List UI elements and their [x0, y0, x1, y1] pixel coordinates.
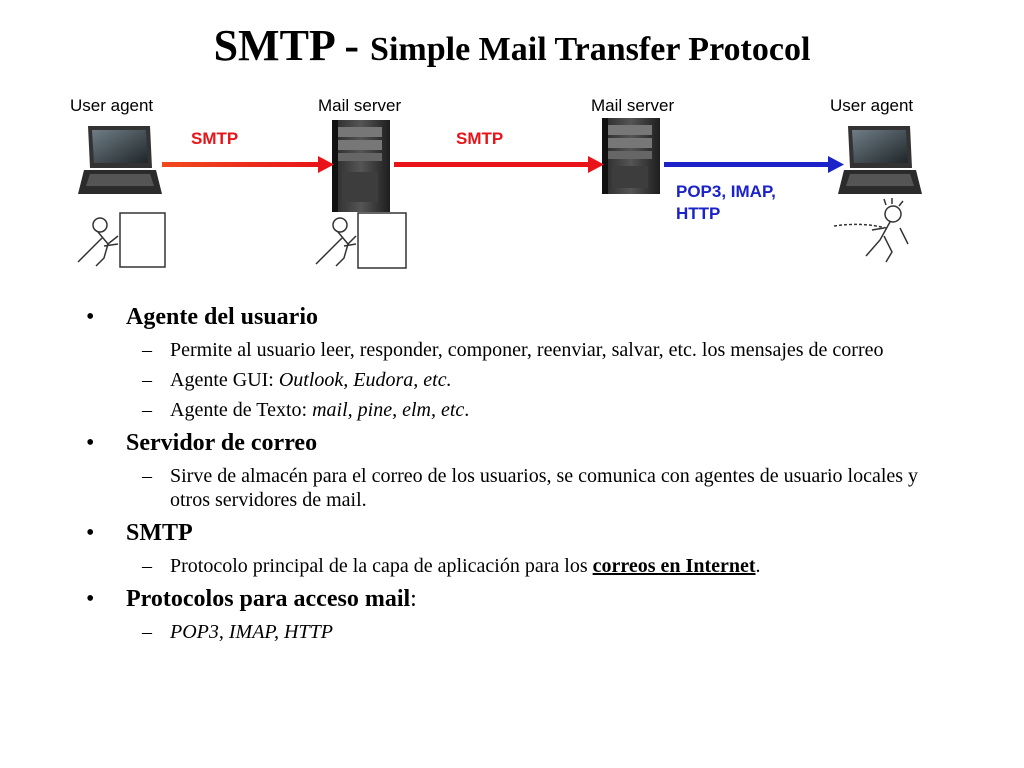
sub-bullet-italic: mail, pine, elm, etc: [312, 399, 465, 421]
node-label-mail-server-left: Mail server: [318, 96, 402, 115]
node-label-user-agent-right: User agent: [830, 96, 914, 115]
link-label-smtp-2: SMTP: [456, 129, 504, 148]
bullet-item: [86, 302, 946, 332]
link-label-smtp-1: SMTP: [191, 129, 239, 148]
arrow-smtp-1: [162, 156, 334, 173]
laptop-icon: [838, 126, 922, 194]
arrow-pop3-imap-http: [664, 156, 844, 173]
pushing-figure-icon: [316, 213, 406, 268]
bullet-item: [86, 428, 946, 458]
arrow-smtp-2: [394, 156, 604, 173]
sub-bullet-italic: Outlook, Eudora, etc.: [278, 369, 452, 391]
link-label-line-2: HTTP: [676, 204, 721, 223]
sub-bullet-item: [86, 554, 946, 578]
bullet-text: SMTP: [126, 520, 193, 546]
sub-bullet-prefix: Protocolo principal de la capa de aplicación para los: [170, 555, 593, 577]
dash-mark: –: [142, 465, 152, 487]
sub-bullet-suffix: .: [755, 555, 761, 577]
sub-bullet-item: [86, 338, 946, 362]
dash-mark: –: [142, 399, 152, 421]
sub-bullet-item: [86, 464, 946, 512]
sub-bullet-suffix: .: [464, 399, 470, 421]
bullet-mark: •: [86, 586, 95, 612]
bullet-mark: •: [86, 430, 95, 456]
dash-mark: –: [142, 555, 152, 577]
smtp-diagram: [0, 0, 1024, 290]
bullet-suffix: :: [410, 586, 417, 612]
sub-bullet-item: [86, 620, 946, 644]
sub-bullet-prefix: Agente de Texto:: [170, 399, 313, 421]
title-main: SMTP -: [213, 21, 371, 70]
pulling-figure-icon: [834, 198, 908, 262]
sub-bullet-text: Permite al usuario leer, responder, componer, reenviar, salvar, etc. los mensajes de correo: [170, 339, 884, 361]
dash-mark: –: [142, 621, 152, 643]
pushing-figure-icon: [78, 213, 165, 267]
link-label-line-1: POP3, IMAP,: [676, 182, 776, 201]
sub-bullet-item: [86, 398, 946, 422]
server-icon: [602, 118, 660, 194]
bullet-item: [86, 584, 946, 614]
sub-bullet-italic: POP3, IMAP, HTTP: [170, 621, 333, 643]
bullet-mark: •: [86, 304, 95, 330]
title-sub: Simple Mail Transfer Protocol: [370, 31, 811, 68]
bullet-list: [86, 296, 946, 644]
sub-bullet-prefix: Agente GUI:: [170, 369, 279, 391]
bullet-item: [86, 518, 946, 548]
dash-mark: –: [142, 369, 152, 391]
bullet-text: Servidor de correo: [126, 430, 318, 456]
sub-bullet-item: [86, 368, 946, 392]
server-icon: [332, 120, 390, 212]
dash-mark: –: [142, 339, 152, 361]
node-label-user-agent-left: User agent: [70, 96, 154, 115]
bullet-text: Agente del usuario: [126, 304, 318, 330]
sub-bullet-emphasis: correos en Internet: [592, 555, 756, 577]
sub-bullet-text: Sirve de almacén para el correo de los usuarios, se comunica con agentes de usuario locales y otros servidores de mail.: [170, 465, 919, 511]
laptop-icon: [78, 126, 162, 194]
bullet-mark: •: [86, 520, 95, 546]
node-label-mail-server-right: Mail server: [591, 96, 675, 115]
bullet-text: Protocolos para acceso mail: [126, 586, 411, 612]
